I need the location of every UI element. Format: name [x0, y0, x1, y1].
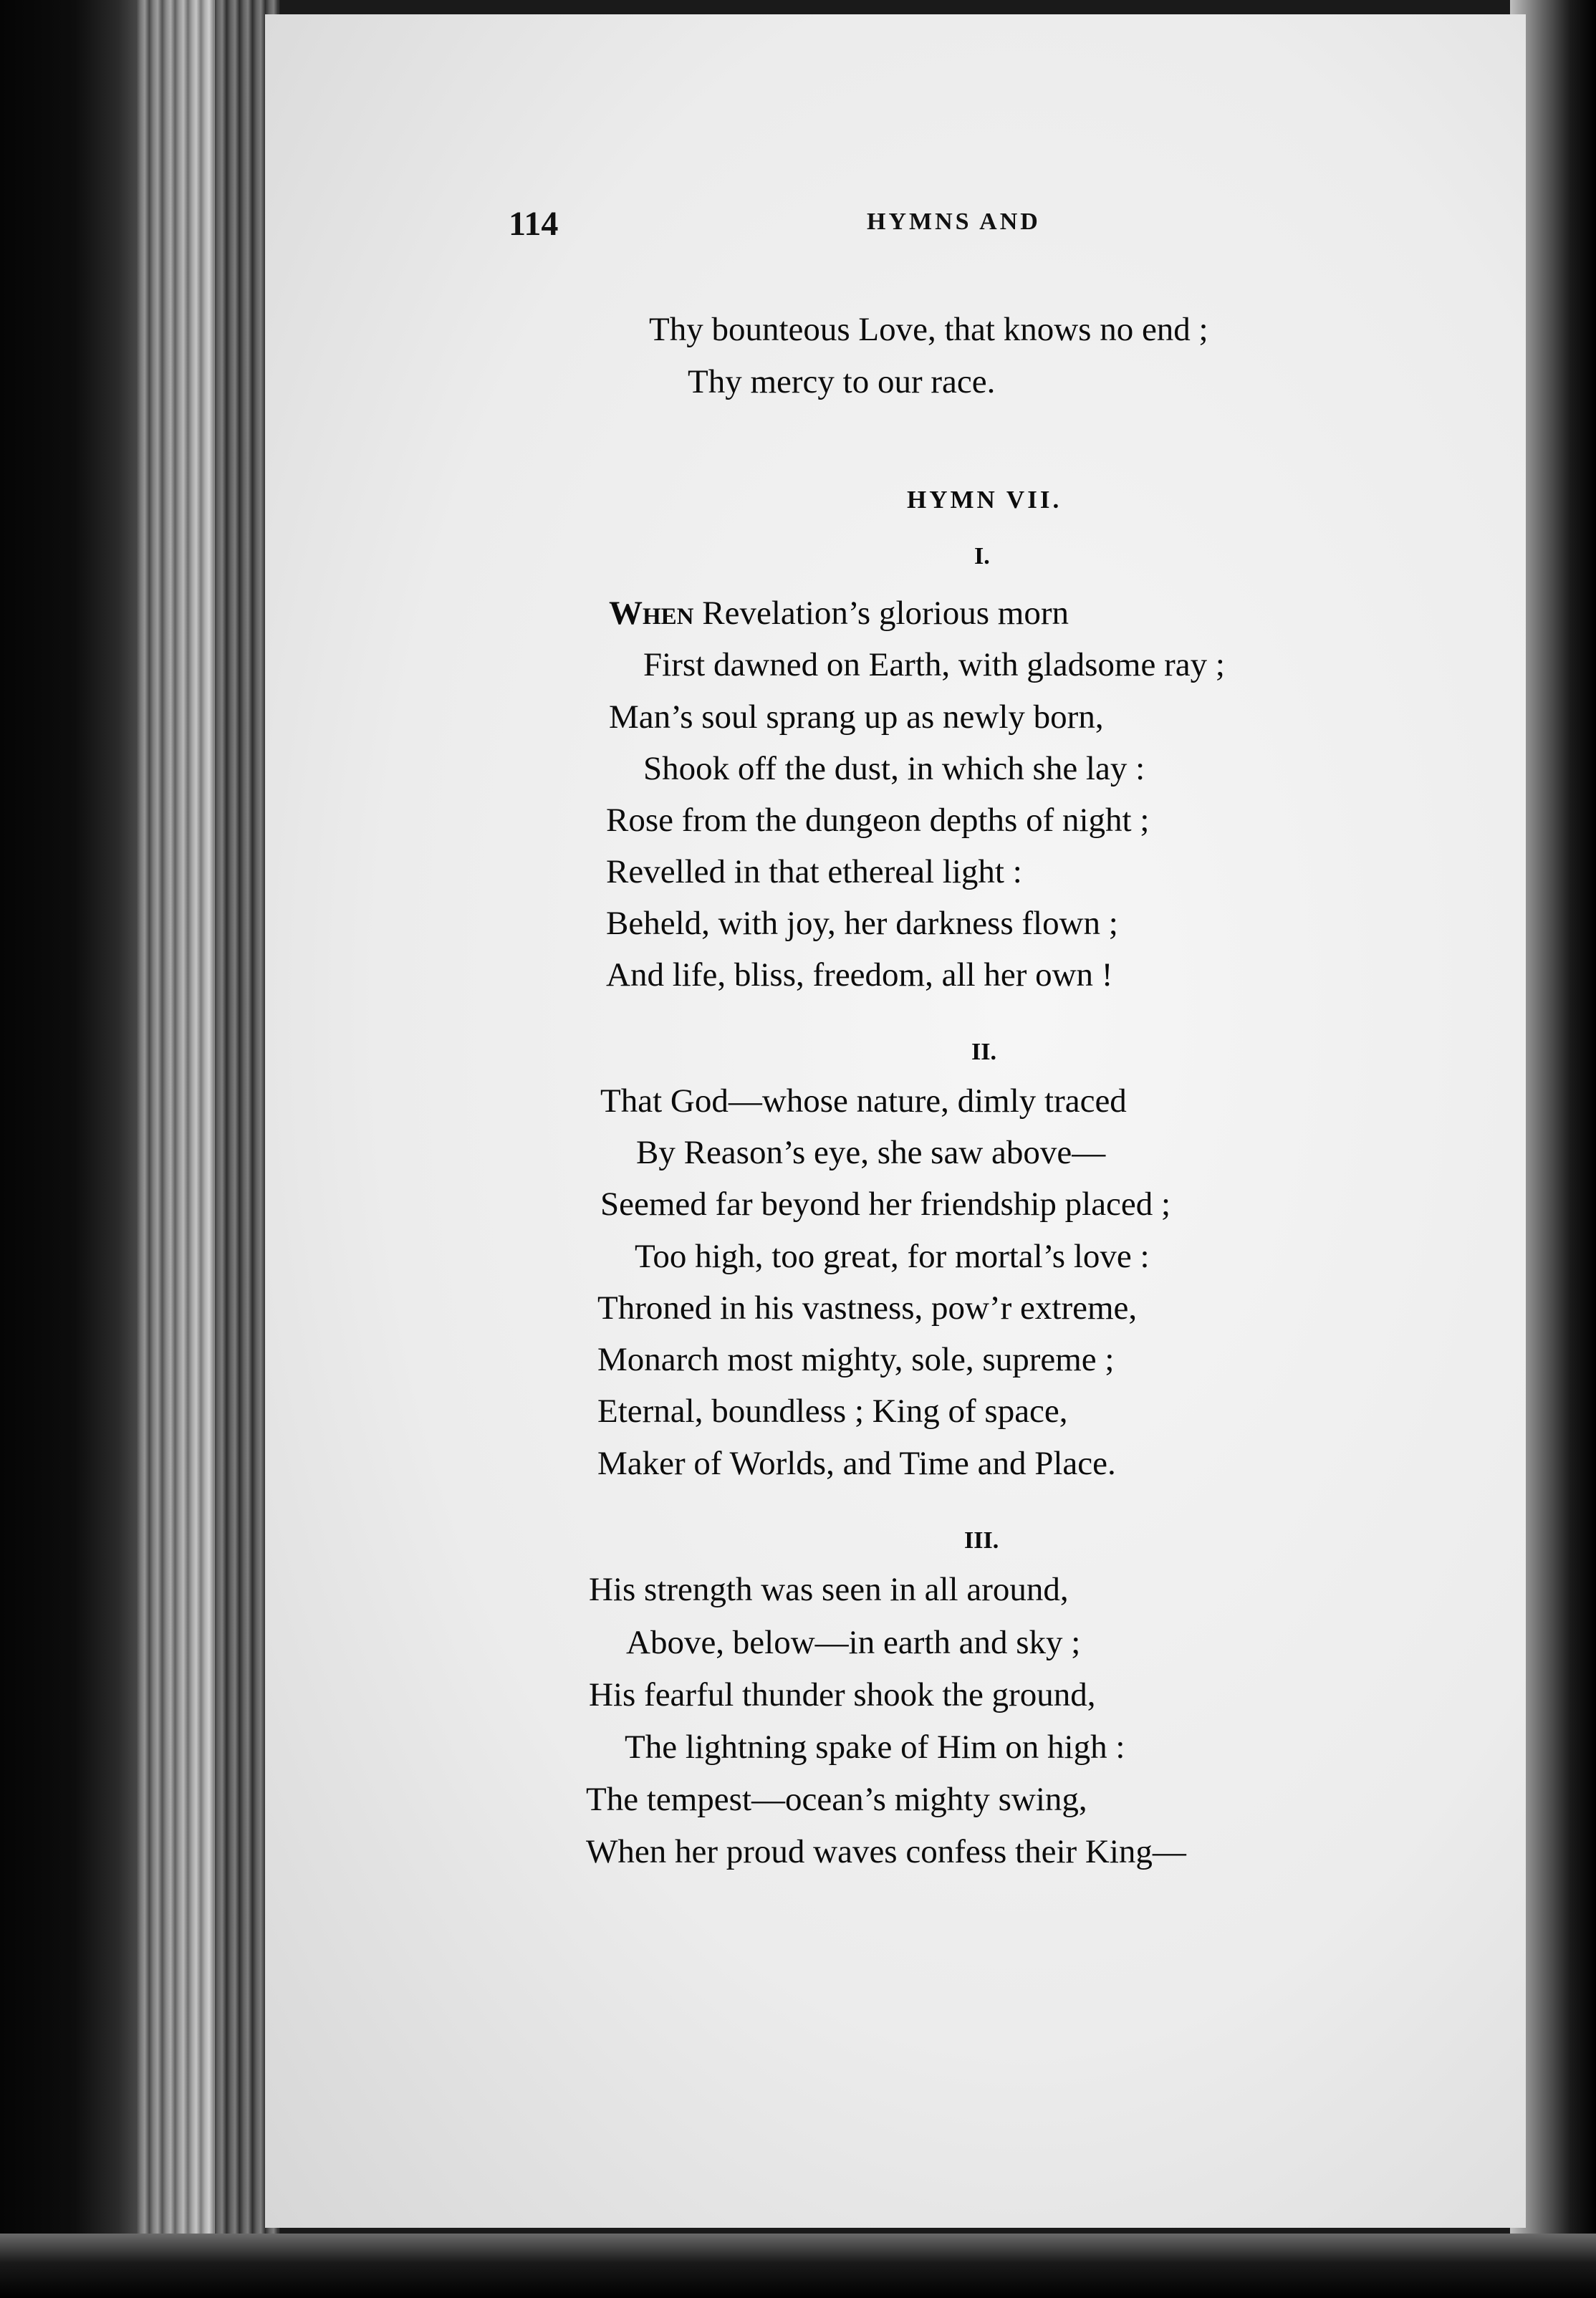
- hymn-title: HYMN VII.: [907, 486, 1062, 514]
- stanza-number: I.: [974, 543, 990, 569]
- verse-line: Seemed far beyond her friendship placed ;: [600, 1186, 1171, 1223]
- continuation-line: Thy bounteous Love, that knows no end ;: [649, 311, 1208, 348]
- verse-line: Too high, too great, for mortal’s love :: [635, 1238, 1150, 1275]
- book-bottom-edge: [0, 2234, 1596, 2298]
- verse-line: Above, below—in earth and sky ;: [626, 1624, 1081, 1661]
- verse-line: First dawned on Earth, with gladsome ray ;: [643, 646, 1225, 683]
- verse-line: That God—whose nature, dimly traced: [600, 1082, 1127, 1120]
- continuation-line: Thy mercy to our race.: [688, 363, 996, 400]
- verse-line: By Reason’s eye, she saw above—: [636, 1134, 1106, 1171]
- verse-line: When her proud waves confess their King—: [586, 1833, 1186, 1870]
- verse-line: His fearful thunder shook the ground,: [589, 1676, 1096, 1713]
- verse-line: Maker of Worlds, and Time and Place.: [597, 1445, 1116, 1482]
- verse-line: Throned in his vastness, pow’r extreme,: [597, 1289, 1138, 1327]
- verse-line: His strength was seen in all around,: [589, 1571, 1069, 1608]
- stanza-number: III.: [964, 1527, 999, 1554]
- verse-line: Beheld, with joy, her darkness flown ;: [606, 905, 1118, 942]
- verse-line: Revelled in that ethereal light :: [606, 853, 1022, 890]
- drop-word: When: [609, 595, 694, 632]
- verse-line: The tempest—ocean’s mighty swing,: [586, 1781, 1087, 1818]
- running-head: HYMNS AND: [867, 208, 1041, 235]
- verse-line: Eternal, boundless ; King of space,: [597, 1393, 1068, 1430]
- verse-line: And life, bliss, freedom, all her own !: [606, 956, 1113, 994]
- verse-line: Man’s soul sprang up as newly born,: [609, 698, 1104, 736]
- verse-line: Monarch most mighty, sole, supreme ;: [597, 1341, 1115, 1378]
- stanza-number: II.: [971, 1039, 996, 1065]
- page-header: [509, 204, 1347, 247]
- show-through: [1211, 451, 1497, 1884]
- page-number: 114: [509, 205, 559, 243]
- verse-line: Rose from the dungeon depths of night ;: [606, 802, 1150, 839]
- page-edges: [136, 0, 279, 2298]
- verse-line: The lightning spake of Him on high :: [625, 1729, 1125, 1766]
- verse-line-rest: Revelation’s glorious morn: [693, 595, 1069, 632]
- verse-line: Shook off the dust, in which she lay :: [643, 750, 1145, 787]
- verse-line: [609, 597, 1069, 630]
